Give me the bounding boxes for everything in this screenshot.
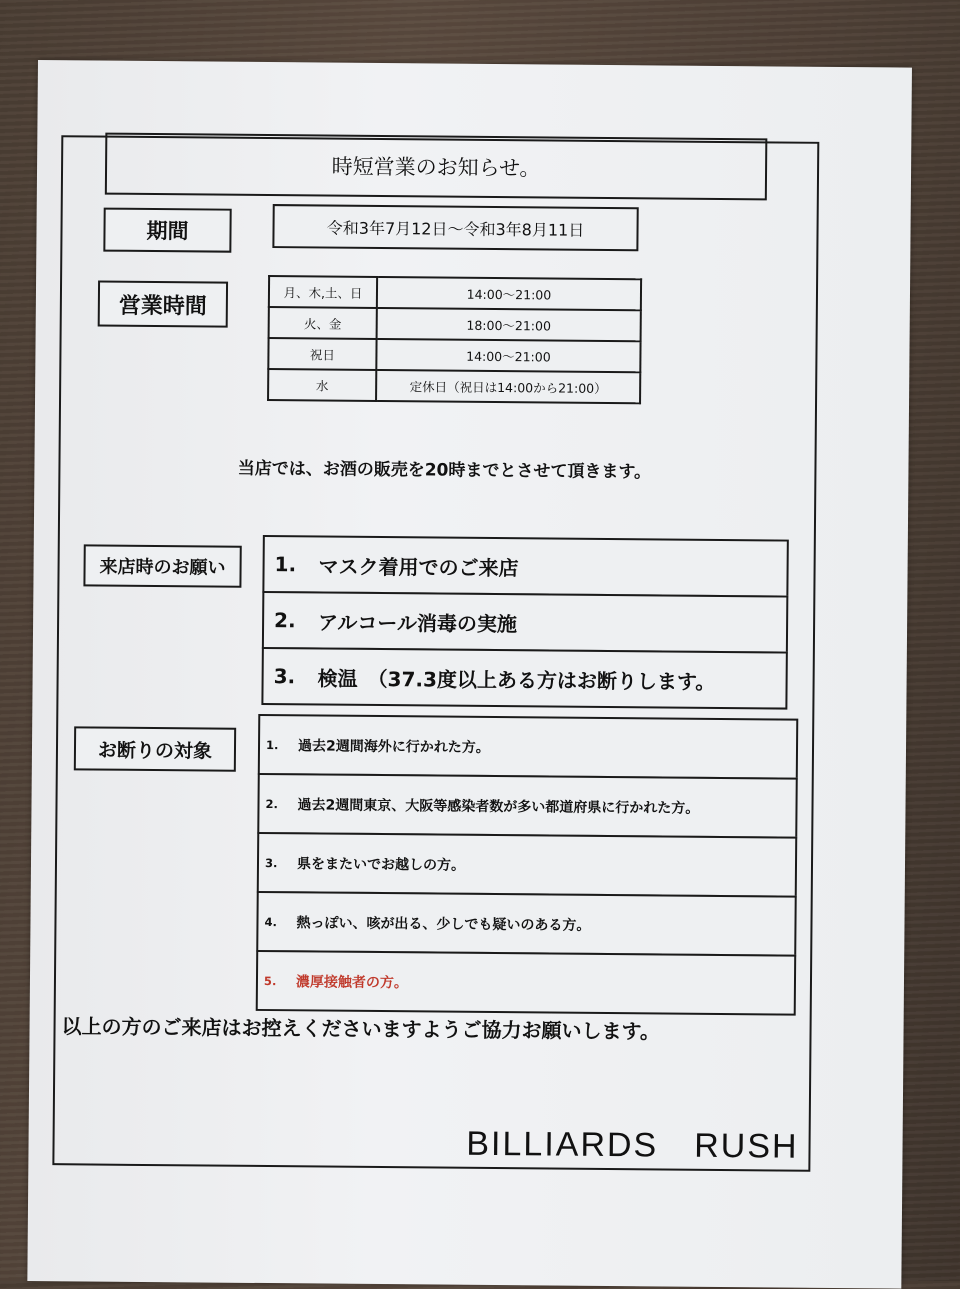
list-item <box>261 647 787 710</box>
item-text: マスク着用でのご来店 <box>318 553 519 580</box>
item-number: 2. <box>274 608 296 633</box>
business-hours-label: 営業時間 <box>98 281 228 328</box>
notice-sheet <box>27 60 912 1289</box>
item-number: 5. <box>263 973 277 988</box>
list-item <box>257 773 798 839</box>
item-number: 1. <box>265 737 279 752</box>
item-text: 過去2週間海外に行かれた方。 <box>297 737 490 756</box>
hours-day: 火、金 <box>269 307 377 339</box>
list-item <box>256 891 797 957</box>
item-number: 4. <box>264 914 277 929</box>
closing-request: 以上の方のご来店はお控えくださいますようご協力お願いします。 <box>61 1014 661 1044</box>
visit-requests-list <box>261 537 788 710</box>
hours-time: 18:00～21:00 <box>377 308 641 341</box>
refusal-list <box>256 716 799 1016</box>
item-number: 3. <box>273 664 296 689</box>
list-item <box>262 591 788 654</box>
hours-day: 月、木,土、日 <box>269 276 377 308</box>
refusal-label: お断りの対象 <box>74 726 236 771</box>
list-item <box>262 535 788 598</box>
item-text: 過去2週間東京、大阪等感染者数が多い都道府県に行かれた方。 <box>297 796 700 817</box>
visit-requests-label: 来店時のお願い <box>83 544 241 587</box>
table-row <box>269 307 641 341</box>
business-hours-table <box>267 275 642 404</box>
notice-title: 時短営業のお知らせ。 <box>105 133 768 201</box>
list-item <box>258 714 799 780</box>
item-text: アルコール消毒の実施 <box>318 609 518 636</box>
brand-name: BILLIARDS RUSH <box>466 1124 799 1166</box>
item-number: 1. <box>274 552 297 577</box>
item-text: 検温 （37.3度以上ある方はお断りします。 <box>317 665 716 694</box>
item-number: 3. <box>264 855 278 870</box>
hours-time: 14:00～21:00 <box>377 277 641 310</box>
hours-day: 水 <box>268 369 376 401</box>
hours-day: 祝日 <box>268 338 376 370</box>
table-row <box>269 276 641 310</box>
item-number: 2. <box>265 796 278 811</box>
item-text: 熱っぽい、咳が出る、少しでも疑いのある方。 <box>296 914 591 934</box>
alcohol-notice: 当店では、お酒の販売を20時までとさせて頂きます。 <box>237 458 652 483</box>
item-text: 県をまたいでお越しの方。 <box>296 855 466 874</box>
item-text: 濃厚接触者の方。 <box>295 973 409 991</box>
hours-time: 14:00～21:00 <box>376 339 640 372</box>
hours-time: 定休日（祝日は14:00から21:00） <box>376 370 640 403</box>
period-value: 令和3年7月12日～令和3年8月11日 <box>272 204 638 251</box>
list-item <box>256 950 797 1016</box>
table-row <box>268 369 640 403</box>
period-label: 期間 <box>103 208 231 253</box>
list-item <box>257 832 798 898</box>
table-row <box>268 338 640 372</box>
